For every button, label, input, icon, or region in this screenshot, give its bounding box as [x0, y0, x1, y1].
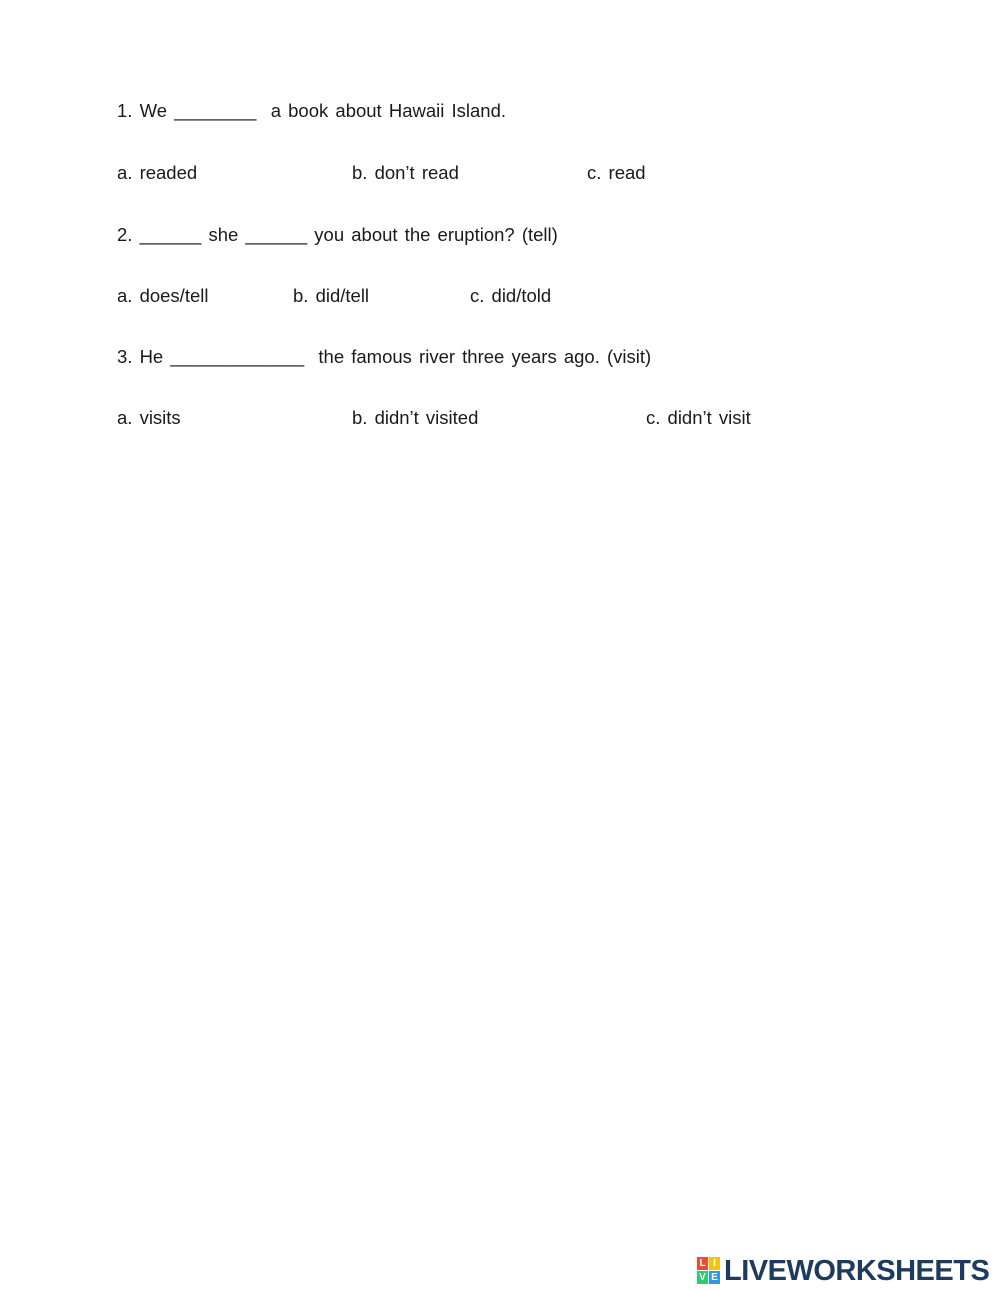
question-3-option-a[interactable]: a. visits: [117, 407, 181, 428]
liveworksheets-logo: [697, 1255, 989, 1287]
live-blocks-icon: [697, 1257, 721, 1285]
question-1-option-c[interactable]: c. read: [587, 162, 646, 183]
question-2-option-a[interactable]: a. does/tell: [117, 285, 209, 306]
logo-letter-l: L: [697, 1257, 708, 1270]
question-2-stem: 2. ______ she ______ you about the eruption? (tell): [117, 224, 558, 245]
question-1-stem: 1. We ________ a book about Hawaii Island.: [117, 100, 506, 121]
logo-text: LIVEWORKSHEETS: [724, 1255, 990, 1287]
question-2-option-b[interactable]: b. did/tell: [293, 285, 370, 306]
question-1-option-b[interactable]: b. don’t read: [352, 162, 459, 183]
question-3-option-c[interactable]: c. didn’t visit: [646, 407, 751, 428]
logo-letter-e: E: [709, 1271, 720, 1284]
question-2-option-c[interactable]: c. did/told: [470, 285, 552, 306]
question-1-option-a[interactable]: a. readed: [117, 162, 198, 183]
logo-letter-i: I: [709, 1257, 720, 1270]
question-3-option-b[interactable]: b. didn’t visited: [352, 407, 479, 428]
logo-letter-v: V: [697, 1271, 708, 1284]
question-3-stem: 3. He _____________ the famous river three years ago. (visit): [117, 346, 652, 367]
